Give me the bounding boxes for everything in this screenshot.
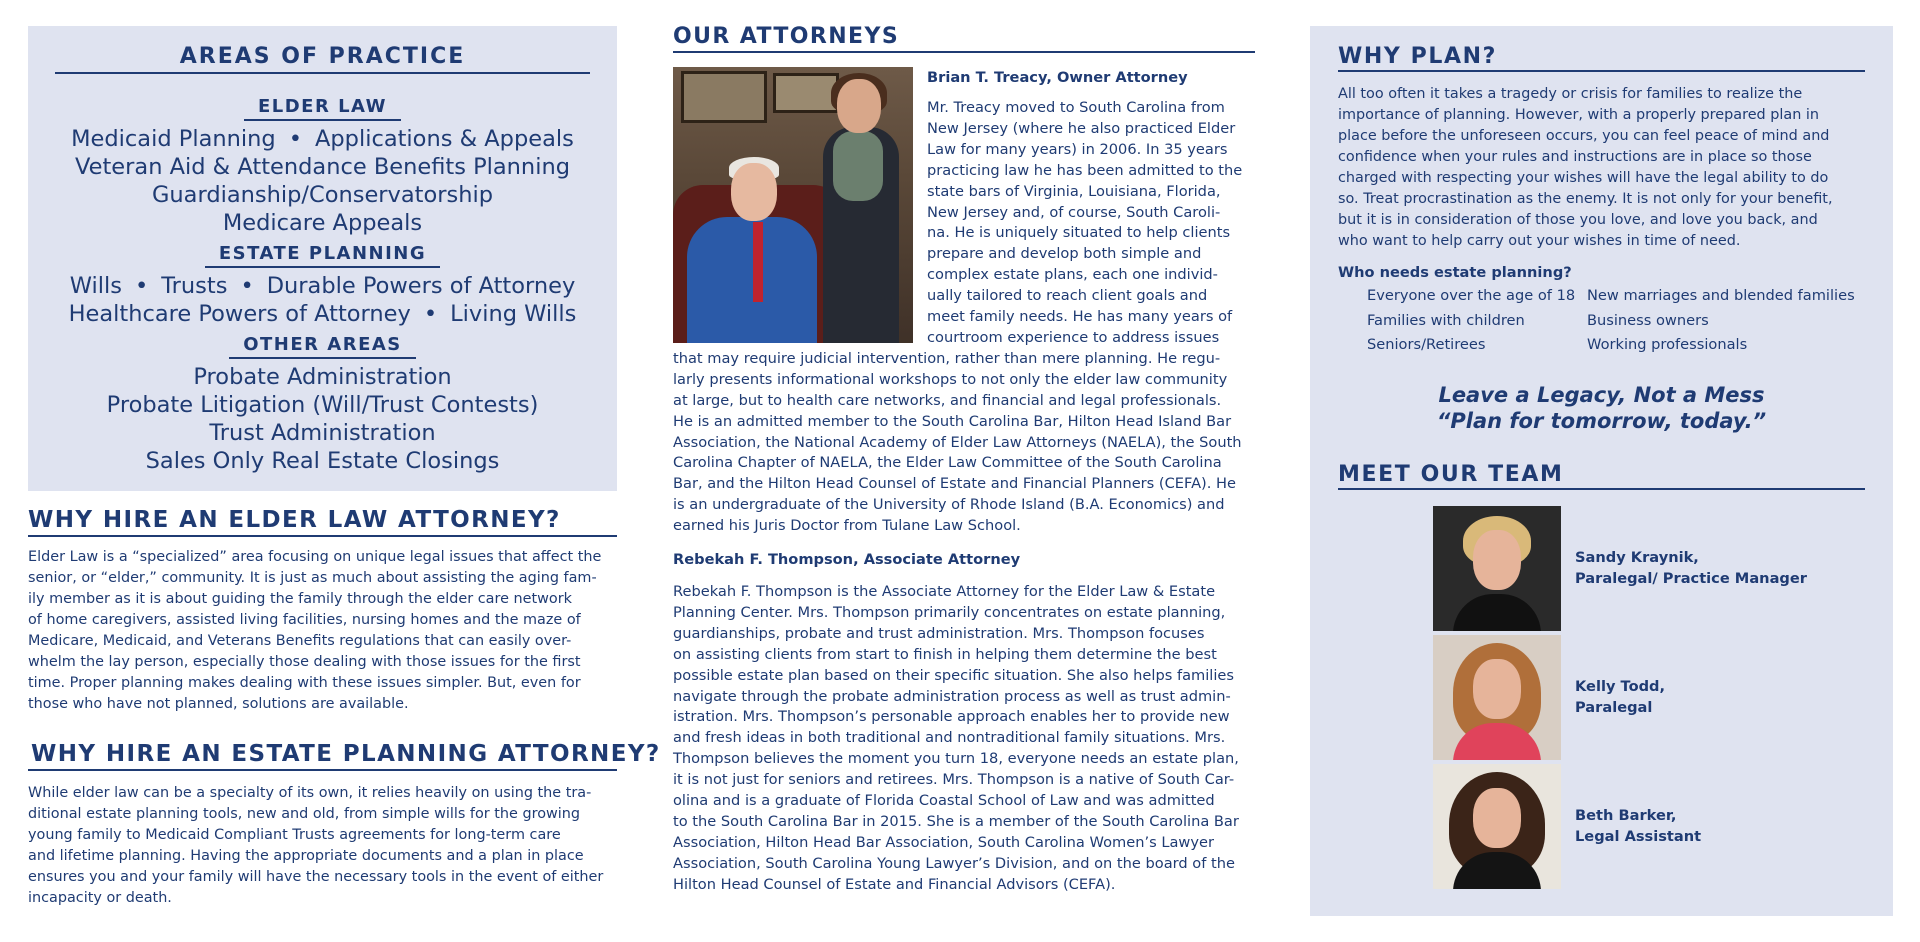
why-estate-line: and lifetime planning. Having the appropriate documents and a plan in place	[28, 848, 584, 864]
thompson-bio-line: to the South Carolina Bar in 2015. She is a member of the South Carolina Bar	[673, 813, 1239, 830]
team-member-info	[1575, 547, 1807, 589]
thompson-bio-line: Hilton Head Counsel of Estate and Financial Advisors (CEFA).	[673, 875, 1116, 893]
areas-of-practice-box	[28, 26, 617, 491]
team-member-name: Kelly Todd,	[1575, 678, 1666, 695]
practice-area: Wills	[69, 273, 122, 299]
team-list	[1338, 506, 1865, 889]
thompson-bio-line: Association, Hilton Head Bar Association, South Carolina Women’s Lawyer	[673, 833, 1214, 851]
treacy-bio-line: earned his Juris Doctor from Tulane Law School.	[673, 517, 1021, 535]
treacy-bio-line: prepare and develop both simple and	[927, 245, 1202, 263]
why-estate-line: ditional estate planning tools, new and old, from simple wills for the growing	[28, 806, 581, 822]
why-plan-line: All too often it takes a tragedy or crisis for families to realize the	[1338, 86, 1803, 102]
why-elder-line: ily member as it is about guiding the family through the elder care network	[28, 591, 572, 607]
tagline	[1338, 382, 1865, 434]
face	[1473, 659, 1521, 719]
thompson-name: Rebekah F. Thompson, Associate Attorney	[673, 551, 1021, 569]
treacy-bio-line: at large, but to health care networks, and financial and legal professionals.	[673, 391, 1222, 409]
thompson-bio-line: and fresh ideas in both traditional and nontraditional family situations. Mrs.	[673, 729, 1226, 747]
why-elder-line: whelm the lay person, especially those dealing with those issues for the first	[28, 654, 581, 670]
practice-area-line	[48, 272, 597, 300]
why-plan-line: confidence when your rules and instructions are in place so those	[1338, 149, 1812, 165]
why-elder-heading: WHY HIRE AN ELDER LAW ATTORNEY?	[28, 507, 617, 537]
why-elder-line: time. Proper planning makes dealing with these issues simpler. But, even for	[28, 675, 581, 691]
practice-group	[48, 237, 597, 328]
treacy-bio-line: Mr. Treacy moved to South Carolina from	[927, 99, 1225, 116]
bullet-separator: •	[423, 301, 438, 327]
who-needs-item: Seniors/Retirees	[1367, 336, 1486, 353]
practice-area-line	[48, 363, 597, 391]
practice-area: Probate Litigation (Will/Trust Contests)	[106, 392, 539, 418]
scarf	[833, 131, 883, 201]
team-member	[1433, 506, 1865, 631]
team-member	[1433, 635, 1865, 760]
why-plan-line: but it is in consideration of those you love, and love you back, and	[1338, 212, 1818, 228]
why-estate-text	[28, 783, 617, 909]
practice-area: Trust Administration	[209, 420, 436, 446]
wall-frame	[773, 73, 839, 113]
practice-area: Medicare Appeals	[222, 210, 423, 236]
why-plan-text	[1338, 84, 1865, 252]
why-elder-line: senior, or “elder,” community. It is just as much about assisting the aging fam-	[28, 570, 597, 586]
our-attorneys-heading: OUR ATTORNEYS	[673, 24, 1255, 53]
practice-area: Guardianship/Conservatorship	[151, 182, 494, 208]
why-estate-section	[28, 741, 661, 909]
why-estate-line: While elder law can be a specialty of its own, it relies heavily on using the tra-	[28, 785, 592, 801]
treacy-bio-line: larly presents informational workshops to not only the elder law community	[673, 370, 1228, 388]
treacy-bio-line: New Jersey (where he also practiced Elder	[927, 119, 1236, 137]
middle-column	[673, 24, 1255, 896]
why-plan-line: place before the unforeseen occurs, you can feel peace of mind and	[1338, 128, 1830, 144]
treacy-bio-line: Association, the National Academy of Elder Law Attorneys (NAELA), the South	[673, 433, 1242, 451]
thompson-bio-line: Thompson believes the moment you turn 18, everyone needs an estate plan,	[673, 750, 1239, 768]
practice-area-line	[48, 181, 597, 209]
team-member-role: Paralegal/ Practice Manager	[1575, 570, 1807, 587]
who-needs-item: Families with children	[1367, 311, 1525, 329]
thompson-bio-line: istration. Mrs. Thompson’s personable approach enables her to provide new	[673, 708, 1230, 726]
tagline-line-2: “Plan for tomorrow, today.”	[1436, 408, 1767, 433]
thompson-bio-line: it is not just for seniors and retirees. Mrs. Thompson is a native of South Car-	[673, 771, 1235, 789]
practice-area-line	[48, 419, 597, 447]
who-needs-item: Everyone over the age of 18	[1367, 287, 1576, 304]
team-member-photo	[1433, 506, 1561, 631]
team-member-info	[1575, 676, 1665, 718]
why-estate-line: incapacity or death.	[28, 890, 172, 906]
treacy-bio-line: Law for many years) in 2006. In 35 years	[927, 140, 1228, 158]
tagline-line-1: Leave a Legacy, Not a Mess	[1438, 382, 1765, 407]
practice-area: Living Wills	[450, 301, 577, 327]
practice-area: Probate Administration	[193, 364, 452, 390]
why-plan-heading: WHY PLAN?	[1338, 44, 1865, 72]
practice-area-line	[48, 391, 597, 419]
practice-area: Veteran Aid & Attendance Benefits Planning	[75, 154, 570, 180]
treacy-bio-line: New Jersey and, of course, South Caroli-	[927, 203, 1221, 221]
who-needs-list	[1367, 285, 1865, 356]
face	[1473, 788, 1521, 848]
why-estate-heading: WHY HIRE AN ESTATE PLANNING ATTORNEY?	[28, 741, 617, 771]
tie	[753, 222, 763, 302]
why-plan-line: so. Treat procrastination as the enemy. It is not only for your benefit,	[1338, 191, 1833, 207]
team-member-name: Sandy Kraynik,	[1575, 549, 1699, 566]
areas-groups	[48, 90, 597, 475]
treacy-bio-line: meet family needs. He has many years of	[927, 308, 1233, 326]
treacy-name: Brian T. Treacy, Owner Attorney	[927, 69, 1188, 86]
thompson-bio-line: on assisting clients from start to finish in helping them determine the best	[673, 645, 1217, 663]
thompson-bio-line: navigate through the probate administration process as well as trust admin-	[673, 687, 1231, 705]
why-plan-line: importance of planning. However, with a properly prepared plan in	[1338, 107, 1820, 123]
practice-area: Healthcare Powers of Attorney	[68, 301, 411, 327]
face	[1473, 530, 1521, 590]
practice-group-title: ESTATE PLANNING	[205, 243, 440, 268]
team-member	[1433, 764, 1865, 889]
why-estate-line: young family to Medicaid Compliant Trusts agreements for long-term care	[28, 827, 561, 843]
woman-face	[837, 79, 881, 133]
thompson-bio-line: guardianships, probate and trust administration. Mrs. Thompson focuses	[673, 624, 1205, 642]
thompson-bio-line: Rebekah F. Thompson is the Associate Attorney for the Elder Law & Estate	[673, 583, 1216, 601]
team-member-name: Beth Barker,	[1575, 807, 1677, 824]
wall-frame	[681, 71, 767, 123]
who-needs-label: Who needs estate planning?	[1338, 264, 1572, 281]
bullet-separator: •	[288, 126, 302, 152]
who-needs-item: New marriages and blended families	[1587, 287, 1855, 304]
left-column	[28, 26, 661, 909]
man-figure	[687, 217, 817, 343]
practice-group-title: ELDER LAW	[244, 96, 401, 121]
practice-area-line	[48, 447, 597, 475]
team-member-photo	[1433, 764, 1561, 889]
meet-team-heading: MEET OUR TEAM	[1338, 462, 1865, 490]
why-elder-line: those who have not planned, solutions are available.	[28, 696, 409, 712]
bullet-separator: •	[240, 273, 254, 299]
attorneys-photo	[673, 67, 913, 343]
practice-group-title: OTHER AREAS	[229, 334, 416, 359]
treacy-bio-full	[673, 349, 1255, 537]
who-needs-item: Business owners	[1587, 311, 1709, 329]
team-member-info	[1575, 805, 1701, 847]
practice-group	[48, 328, 597, 475]
treacy-bio-line: state bars of Virginia, Louisiana, Florida,	[927, 182, 1221, 200]
treacy-bio-line: courtroom experience to address issues	[927, 328, 1220, 346]
thompson-bio	[673, 582, 1255, 896]
bullet-separator: •	[134, 273, 149, 299]
practice-group	[48, 90, 597, 237]
practice-area-line	[48, 300, 597, 328]
why-plan-line: who want to help carry out your wishes in time of need.	[1338, 233, 1741, 249]
treacy-bio-line: Bar, and the Hilton Head Counsel of Estate and Financial Planners (CEFA). He	[673, 475, 1236, 493]
why-elder-line: Medicare, Medicaid, and Veterans Benefits regulations that can easily over-	[28, 633, 572, 649]
practice-area: Trusts	[161, 273, 228, 299]
thompson-bio-line: possible estate plan based on their specific situation. She also helps families	[673, 666, 1234, 684]
thompson-bio-line: Planning Center. Mrs. Thompson primarily concentrates on estate planning,	[673, 603, 1226, 621]
areas-of-practice-title: AREAS OF PRACTICE	[55, 44, 590, 74]
why-elder-line: of home caregivers, assisted living facilities, nursing homes and the maze of	[28, 612, 581, 628]
why-plan-line: charged with respecting your wishes will have the legal ability to do	[1338, 170, 1829, 186]
man-face	[731, 163, 777, 221]
why-elder-section	[28, 507, 617, 715]
practice-area: Durable Powers of Attorney	[266, 273, 576, 299]
treacy-bio-line: that may require judicial intervention, rather than mere planning. He regu-	[673, 349, 1221, 367]
practice-area: Applications & Appeals	[314, 126, 574, 152]
practice-area: Sales Only Real Estate Closings	[145, 448, 500, 474]
treacy-bio-line: is an undergraduate of the University of Rhode Island (B.A. Economics) and	[673, 496, 1225, 514]
team-member-photo	[1433, 635, 1561, 760]
practice-area-line	[48, 153, 597, 181]
why-estate-line: ensures you and your family will have the necessary tools in the event of either	[28, 869, 604, 885]
team-member-role: Paralegal	[1575, 699, 1653, 716]
treacy-bio-line: He is an admitted member to the South Carolina Bar, Hilton Head Island Bar	[673, 412, 1232, 430]
why-elder-line: Elder Law is a “specialized” area focusing on unique legal issues that affect the	[28, 549, 602, 565]
treacy-bio-line: Carolina Chapter of NAELA, the Elder Law Committee of the South Carolina	[673, 454, 1222, 472]
treacy-bio-line: ually tailored to reach client goals and	[927, 287, 1208, 305]
right-column	[1310, 26, 1893, 916]
practice-area: Medicaid Planning	[71, 126, 276, 152]
practice-area-line	[48, 209, 597, 237]
treacy-bio-line: practicing law he has been admitted to the	[927, 161, 1243, 179]
treacy-bio-line: na. He is uniquely situated to help clients	[927, 224, 1231, 242]
practice-area-line	[48, 125, 597, 153]
who-needs-item: Working professionals	[1587, 336, 1748, 353]
thompson-bio-line: olina and is a graduate of Florida Coastal School of Law and was admitted	[673, 792, 1215, 810]
thompson-bio-line: Association, South Carolina Young Lawyer’s Division, and on the board of the	[673, 854, 1235, 872]
why-elder-text	[28, 547, 617, 715]
treacy-bio-line: complex estate plans, each one individ-	[927, 266, 1218, 284]
team-member-role: Legal Assistant	[1575, 828, 1702, 845]
